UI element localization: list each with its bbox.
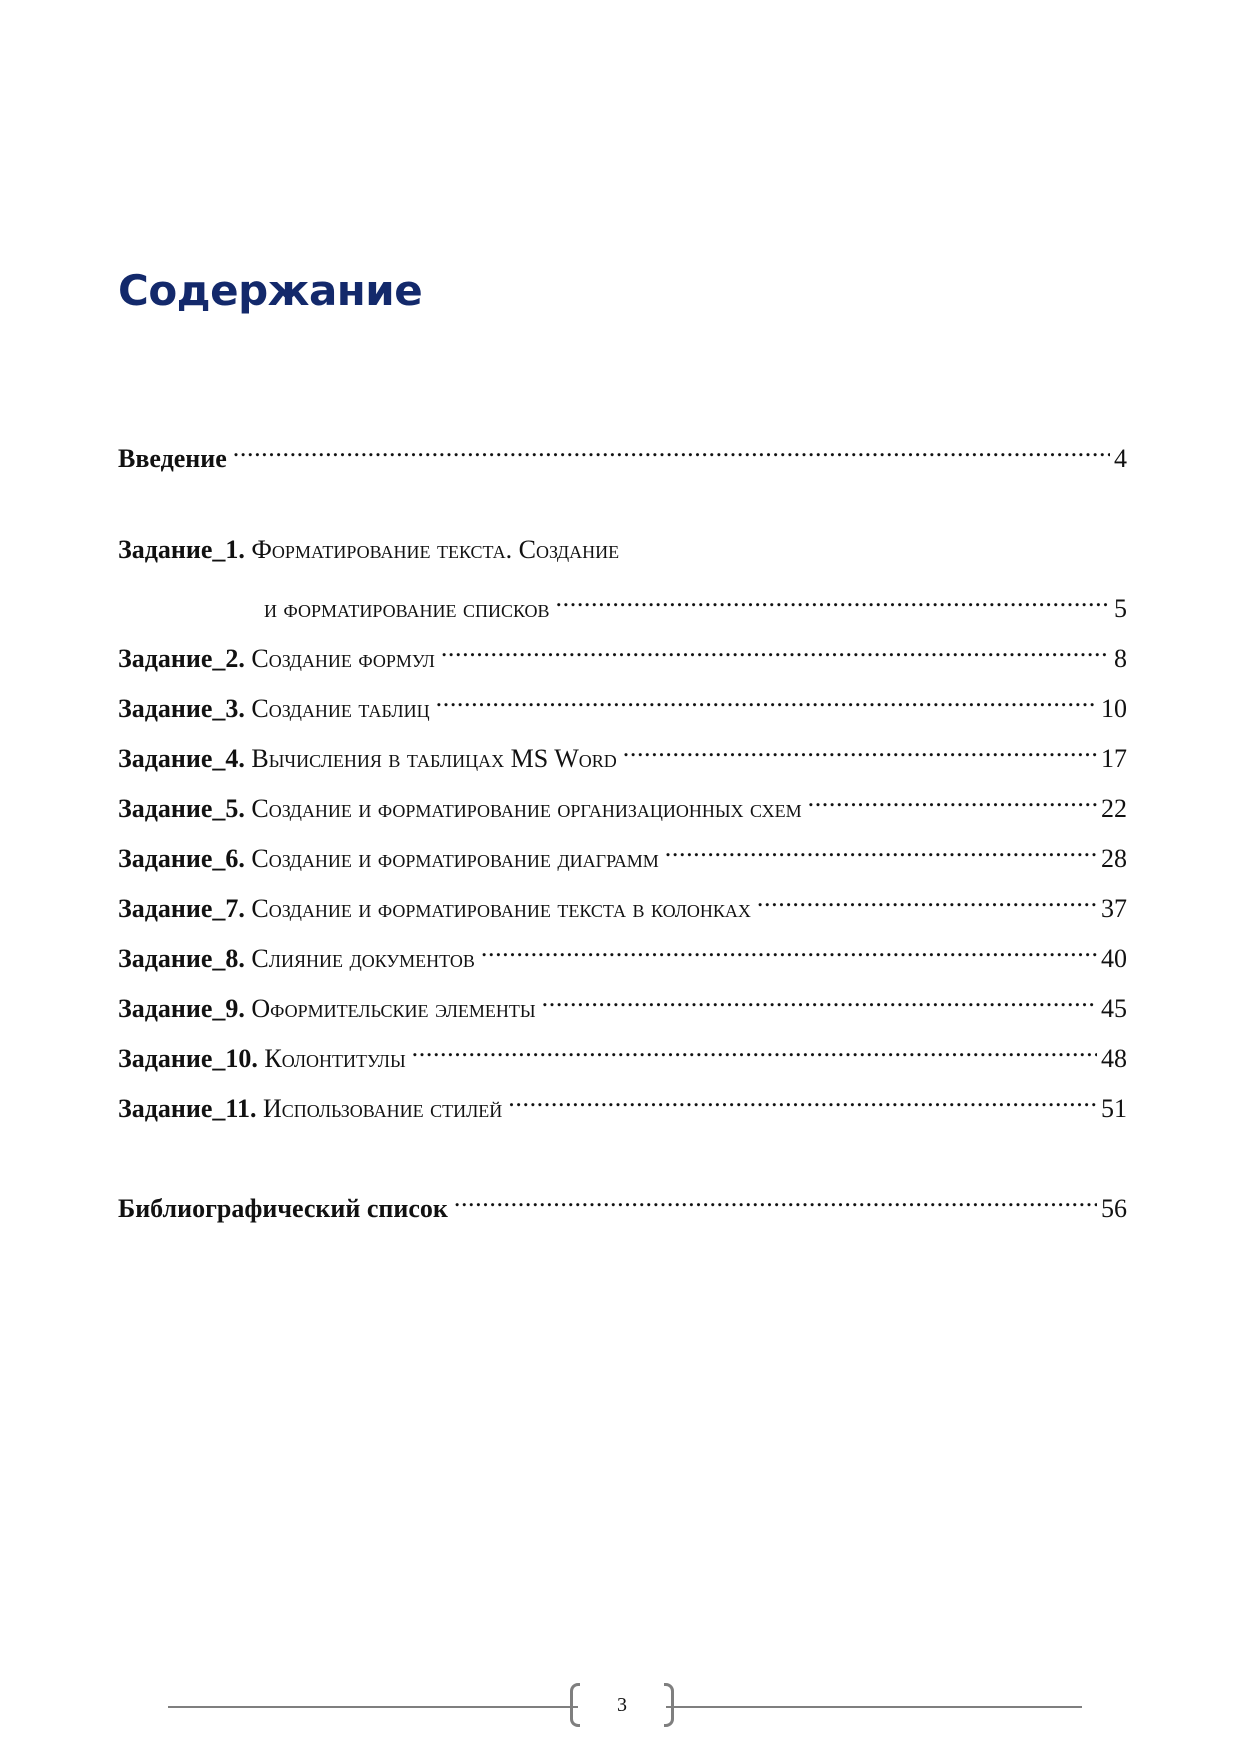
footer-rule-right bbox=[666, 1706, 1082, 1708]
toc-entry-page: 48 bbox=[1101, 1044, 1127, 1073]
toc-entry-task-6[interactable] bbox=[118, 833, 1127, 873]
toc-entry-page: 17 bbox=[1101, 744, 1127, 773]
toc-entry-task-8[interactable] bbox=[118, 933, 1127, 973]
toc-entry-title: Вычисления в таблицах MS Word bbox=[251, 744, 617, 773]
dot-leader bbox=[481, 933, 1097, 967]
toc-entry-intro[interactable] bbox=[118, 433, 1127, 473]
dot-leader bbox=[757, 883, 1097, 917]
toc-entry-title: Создание и форматирование диаграмм bbox=[251, 844, 659, 873]
toc-entry-prefix: Задание_2. bbox=[118, 644, 245, 673]
toc-entry-task-1-line2[interactable] bbox=[118, 583, 1127, 623]
toc-entry-page: 10 bbox=[1101, 694, 1127, 723]
toc-entry-label: Библиографический список bbox=[118, 1194, 448, 1223]
toc-entry-title: Форматирование текста. Создание bbox=[251, 535, 620, 564]
toc-entry-page: 40 bbox=[1101, 944, 1127, 973]
toc-entry-title: Слияние документов bbox=[251, 944, 475, 973]
toc-entry-task-5[interactable] bbox=[118, 783, 1127, 823]
toc-entry-page: 28 bbox=[1101, 844, 1127, 873]
toc-entry-prefix: Задание_5. bbox=[118, 794, 245, 823]
toc-entry-prefix: Задание_7. bbox=[118, 894, 245, 923]
toc-entry-title: Использование стилей bbox=[262, 1094, 503, 1123]
toc-entry-task-1-line1[interactable] bbox=[118, 533, 1127, 567]
toc-entry-title: Создание и форматирование организационных схем bbox=[251, 794, 802, 823]
dot-leader bbox=[233, 433, 1110, 467]
dot-leader bbox=[441, 633, 1110, 667]
toc-entry-page: 8 bbox=[1114, 644, 1127, 673]
dot-leader bbox=[665, 833, 1097, 867]
toc-entry-page: 4 bbox=[1114, 444, 1127, 473]
toc-entry-task-3[interactable] bbox=[118, 683, 1127, 723]
toc-entry-page: 22 bbox=[1101, 794, 1127, 823]
toc-entry-bibliography[interactable] bbox=[118, 1183, 1127, 1223]
footer-rule-left bbox=[168, 1706, 578, 1708]
toc-entry-title: Оформительские элементы bbox=[251, 994, 536, 1023]
toc-entry-prefix: Задание_1. bbox=[118, 535, 245, 564]
page-title: Содержание bbox=[118, 266, 423, 315]
footer-bracket-right bbox=[664, 1683, 674, 1727]
dot-leader bbox=[808, 783, 1097, 817]
toc-entry-prefix: Задание_9. bbox=[118, 994, 245, 1023]
dot-leader bbox=[623, 733, 1097, 767]
toc-entry-task-2[interactable] bbox=[118, 633, 1127, 673]
footer-page-number: 3 bbox=[617, 1694, 627, 1716]
dot-leader bbox=[542, 983, 1097, 1017]
toc-entry-label: Введение bbox=[118, 444, 227, 473]
toc-entry-title: Создание таблиц bbox=[251, 694, 430, 723]
toc-entry-task-9[interactable] bbox=[118, 983, 1127, 1023]
toc-entry-page: 51 bbox=[1101, 1094, 1127, 1123]
dot-leader bbox=[436, 683, 1097, 717]
toc-entry-task-7[interactable] bbox=[118, 883, 1127, 923]
toc-entry-page: 56 bbox=[1101, 1194, 1127, 1223]
toc-entry-title: Создание формул bbox=[251, 644, 435, 673]
dot-leader bbox=[556, 583, 1110, 617]
toc-entry-prefix: Задание_6. bbox=[118, 844, 245, 873]
toc-entry-task-11[interactable] bbox=[118, 1083, 1127, 1123]
toc-entry-task-10[interactable] bbox=[118, 1033, 1127, 1073]
footer-bracket-left bbox=[570, 1683, 580, 1727]
toc-entry-prefix: Задание_10. bbox=[118, 1044, 258, 1073]
toc-entry-prefix: Задание_11. bbox=[118, 1094, 257, 1123]
toc-entry-page: 45 bbox=[1101, 994, 1127, 1023]
toc-entry-task-4[interactable] bbox=[118, 733, 1127, 773]
dot-leader bbox=[454, 1183, 1097, 1217]
dot-leader bbox=[412, 1033, 1097, 1067]
toc-entry-prefix: Задание_3. bbox=[118, 694, 245, 723]
dot-leader bbox=[508, 1083, 1097, 1117]
toc-entry-page: 37 bbox=[1101, 894, 1127, 923]
toc-entry-page: 5 bbox=[1114, 594, 1127, 623]
toc-entry-title: и форматирование списков bbox=[264, 594, 550, 623]
toc-entry-title: Колонтитулы bbox=[264, 1044, 406, 1073]
toc-entry-title: Создание и форматирование текста в колонках bbox=[251, 894, 751, 923]
toc-entry-prefix: Задание_8. bbox=[118, 944, 245, 973]
toc-entry-prefix: Задание_4. bbox=[118, 744, 245, 773]
